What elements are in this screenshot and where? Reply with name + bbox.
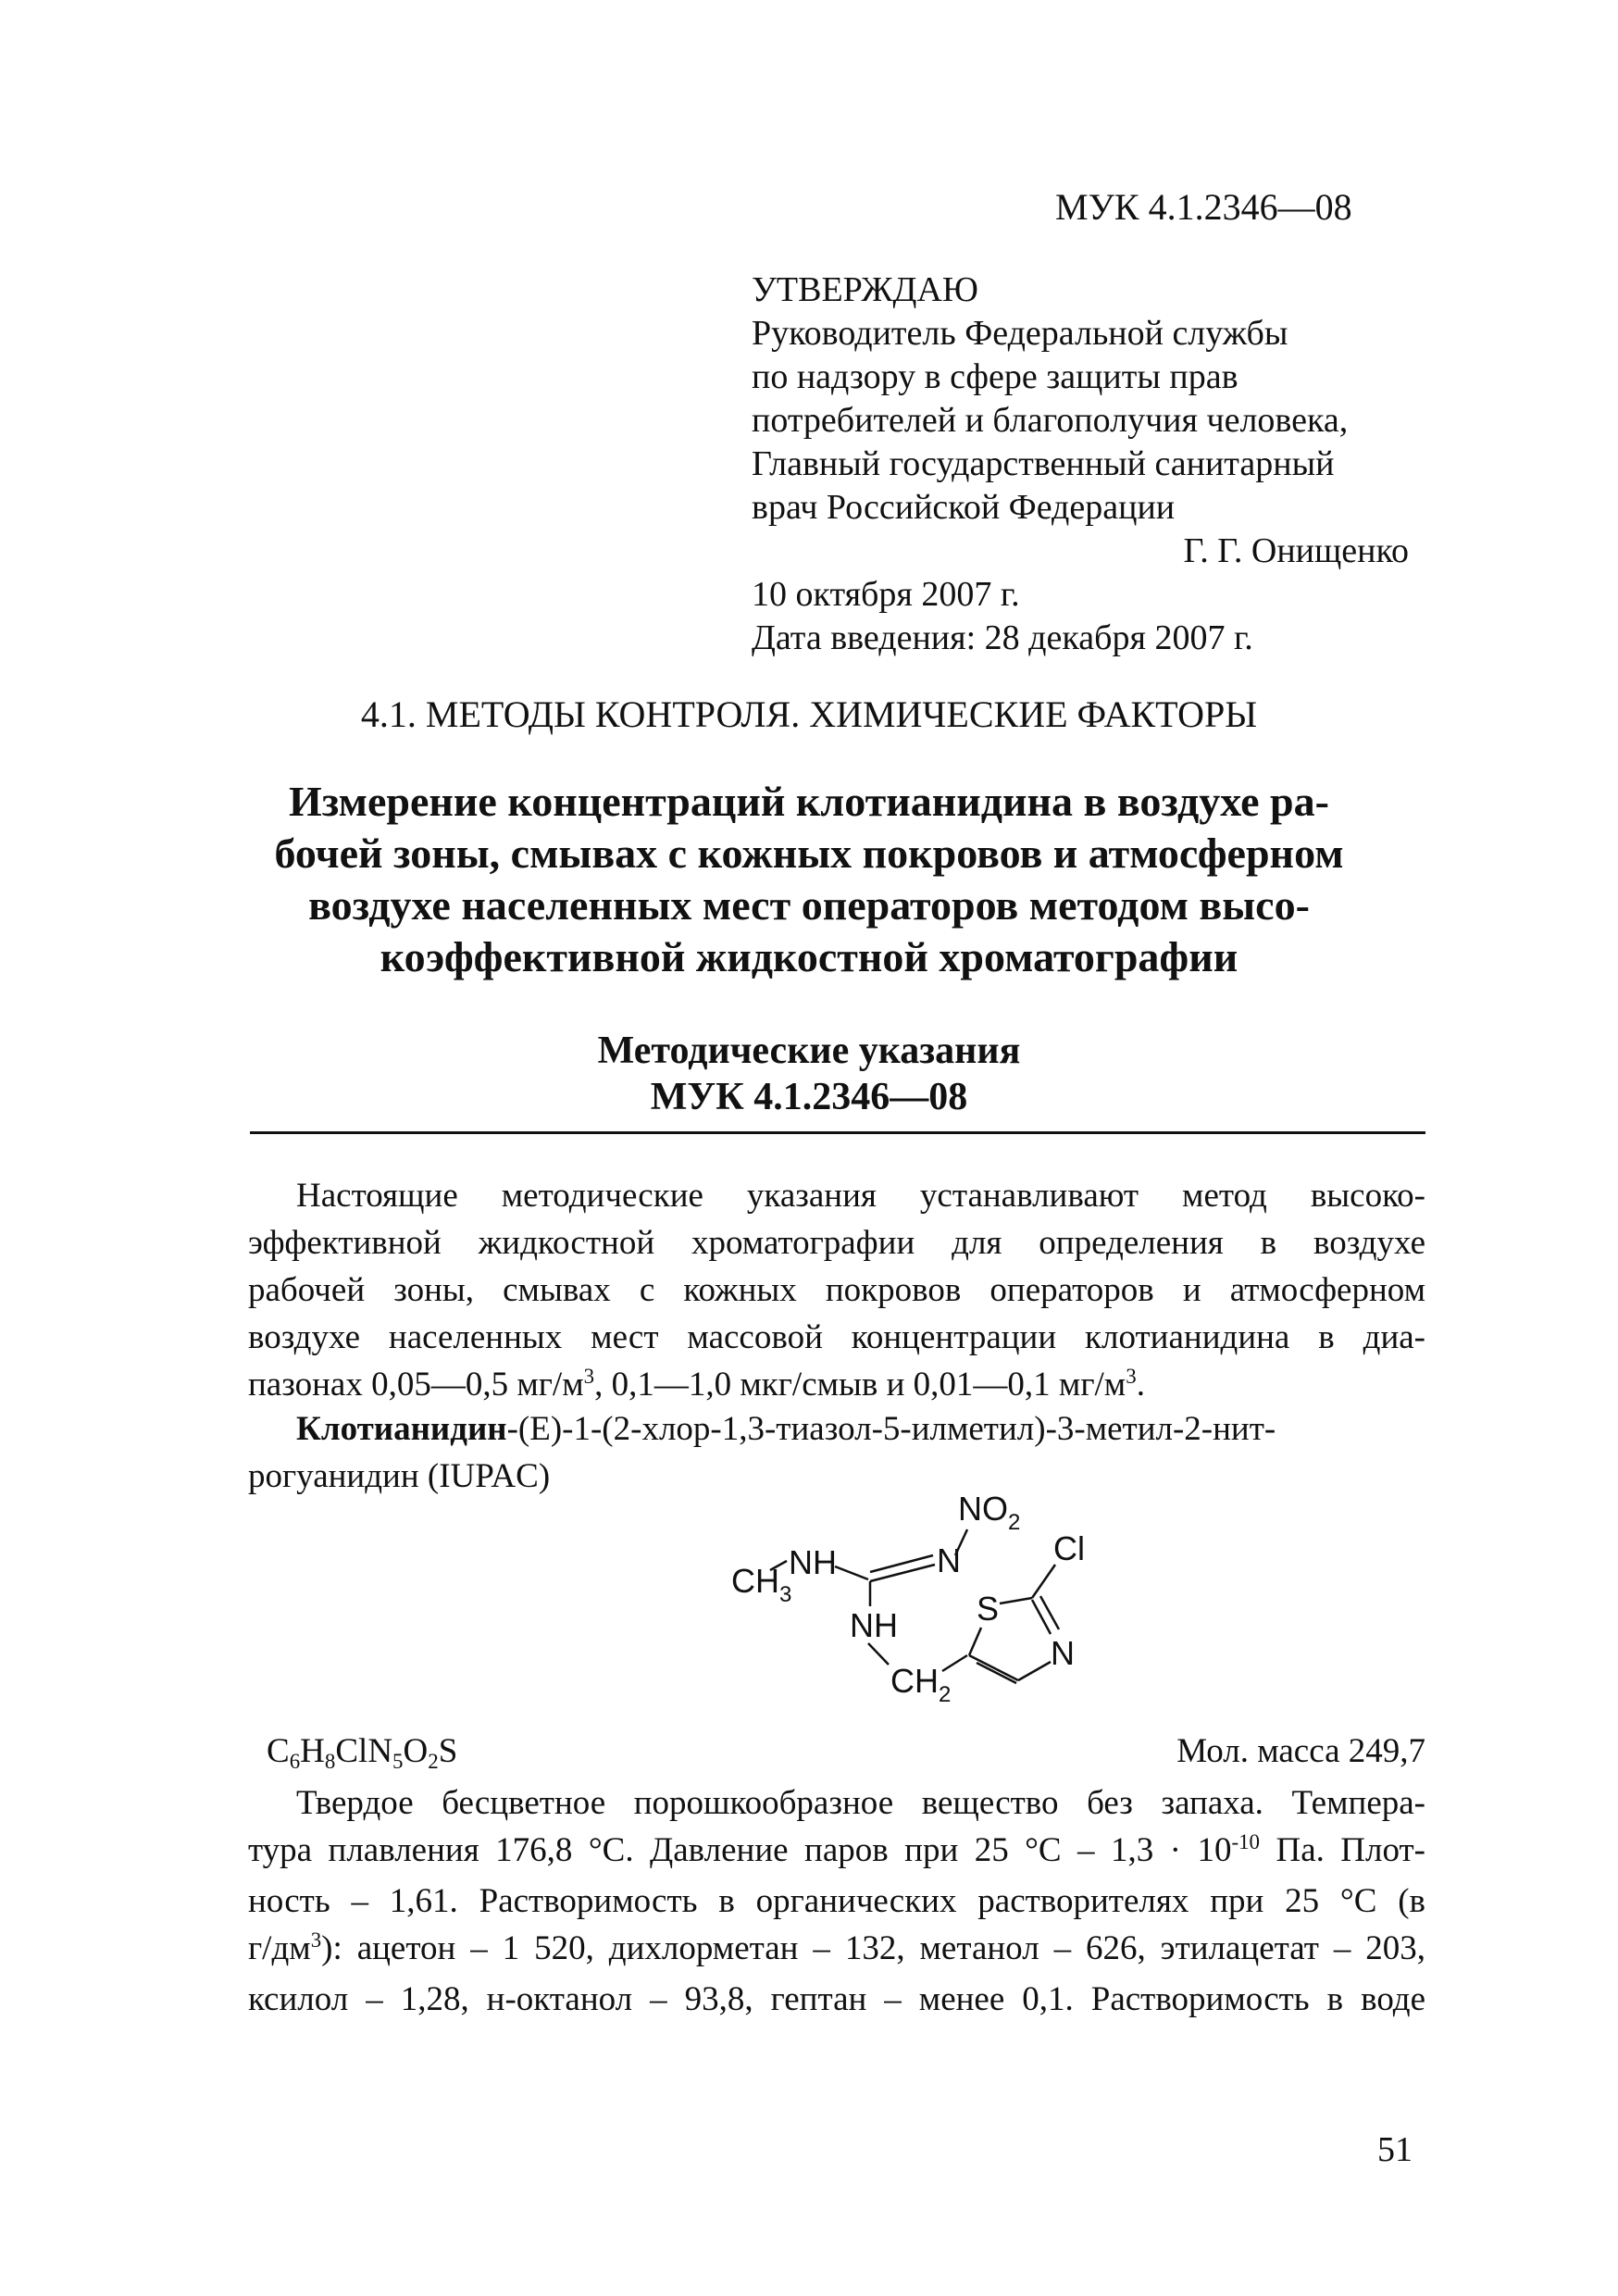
ch3-label: $CH_3$ (731, 1562, 792, 1607)
approval-line: Главный государственный санитарный (752, 444, 1335, 483)
nitrogen-label: N (1051, 1634, 1075, 1672)
molecular-mass: Мол. масса 249,7 (1176, 1732, 1425, 1770)
approval-date: 10 октября 2007 г. (752, 575, 1020, 614)
formula-row (248, 1731, 1425, 1778)
bond (942, 1655, 967, 1671)
bond (868, 1643, 889, 1665)
sulfur-label: S (977, 1590, 1000, 1628)
bond (1018, 1662, 1051, 1680)
bond (1032, 1565, 1055, 1598)
bond (1032, 1600, 1051, 1634)
section-title: 4.1. МЕТОДЫ КОНТРОЛЯ. ХИМИЧЕСКИЕ ФАКТОРЫ (360, 693, 1258, 735)
bond (870, 1555, 933, 1572)
paragraph-line: рабочей зоны, смывах с кожных покровов операторов и атмосферном (248, 1271, 1425, 1309)
document-subtitle (0, 1028, 1618, 1120)
bond (1040, 1596, 1059, 1629)
paragraph-line: пазонах 0,05—0,5 $мг/м^3$, 0,1—1,0 мкг/смыв и 0,01—0,1 $мг/м^3$. (248, 1365, 1145, 1404)
nh-label: NH (850, 1606, 898, 1644)
paragraph-line: Настоящие методические указания устанавливают метод высоко- (296, 1177, 1425, 1215)
page-number: 51 (1377, 2130, 1413, 2169)
paragraph-scope (248, 1172, 1425, 1412)
paragraph-properties (248, 1779, 1425, 2023)
ch2-label: $CH_2$ (890, 1662, 952, 1707)
bond (977, 1663, 1016, 1683)
bond (969, 1655, 1018, 1680)
paragraph-line: Твердое бесцветное порошкообразное вещество без запаха. Темпера- (296, 1784, 1425, 1822)
structural-formula (713, 1481, 1176, 1713)
substance-name: Клотианидин (296, 1410, 507, 1448)
approval-line: врач Российской Федерации (752, 488, 1176, 527)
paragraph-line: Клотианидин-(E)-1-(2-хлор-1,3-тиазол-5-илметил)-3-метил-2-нит- (296, 1410, 1276, 1448)
subtitle-line: Методические указания (597, 1029, 1021, 1072)
bond (870, 1565, 935, 1581)
n-label: N (937, 1541, 961, 1579)
paragraph-line: $г/дм^3$): ацетон – 1 520, дихлорметан – 132, метанол – 626, этилацетат – 203, (248, 1928, 1425, 1967)
subtitle-code: МУК 4.1.2346—08 (650, 1076, 968, 1118)
bond (835, 1566, 868, 1579)
title-line: воздухе населенных мест операторов методом высо- (308, 881, 1310, 929)
paragraph-line: рогуанидин (IUPAC) (248, 1457, 551, 1495)
paragraph-line: тура плавления 176,8 °С. Давление паров при 25 $^\circ С - 1,3 \cdot 10^{-10}$ Па. Плот- (248, 1830, 1425, 1869)
approval-line: потребителей и благополучия человека, (752, 401, 1349, 440)
bond (1000, 1598, 1032, 1603)
approval-line: по надзору в сфере защиты прав (752, 357, 1238, 396)
title-line: коэффективной жидкостной хроматографии (380, 933, 1238, 980)
bond (969, 1628, 981, 1655)
paragraph-line: ность – 1,61. Растворимость в органических растворителях при 25 °С (в (248, 1882, 1425, 1920)
approval-line: Руководитель Федеральной службы (752, 314, 1288, 353)
document-title (130, 776, 1488, 983)
approval-signer: Г. Г. Онищенко (1183, 531, 1409, 570)
molecular-formula: $C_6H_8ClN_5O_2S$ (267, 1732, 458, 1773)
approval-heading: УТВЕРЖДАЮ (752, 270, 978, 309)
title-line: Измерение концентраций клотианидина в воздухе ра- (289, 778, 1329, 825)
introduction-date: Дата введения: 28 декабря 2007 г. (752, 618, 1253, 657)
title-divider (250, 1131, 1425, 1134)
paragraph-line: ксилол – 1,28, н-октанол – 93,8, гептан – менее 0,1. Растворимость в воде (248, 1980, 1425, 2018)
title-line: бочей зоны, смывах с кожных покровов и атмосферном (274, 830, 1344, 877)
paragraph-line: эффективной жидкостной хроматографии для определения в воздухе (248, 1224, 1425, 1262)
chlorine-label: Cl (1053, 1529, 1085, 1567)
no2-label: $NO_2$ (958, 1490, 1021, 1535)
document-code: МУК 4.1.2346—08 (1055, 186, 1352, 228)
approval-block (752, 268, 1418, 660)
nh-label: NH (789, 1543, 837, 1581)
paragraph-line: воздухе населенных мест массовой концентрации клотианидина в диа- (248, 1318, 1425, 1356)
